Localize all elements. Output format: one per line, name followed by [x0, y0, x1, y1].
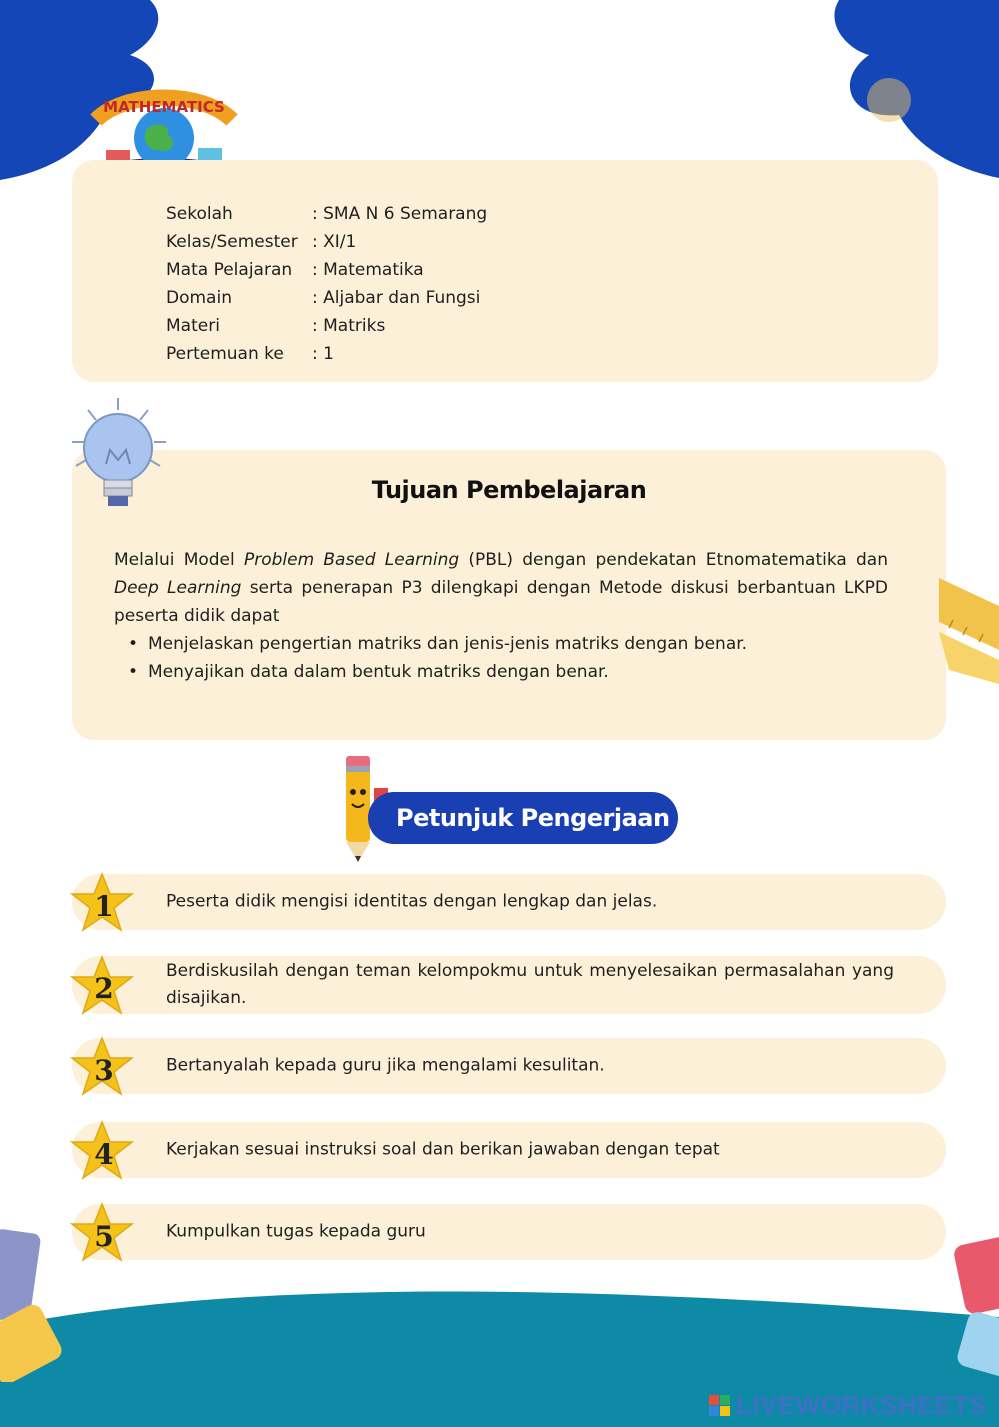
- liveworksheets-logo-icon: [709, 1395, 730, 1416]
- liveworksheets-brand: [709, 1390, 987, 1421]
- intro-part-italic: Problem Based Learning: [243, 550, 460, 570]
- identity-label: Kelas/Semester: [166, 232, 298, 252]
- identity-value: : XI/1: [312, 232, 357, 252]
- identity-value: : Matematika: [312, 260, 424, 280]
- step-number: 3: [94, 1053, 114, 1087]
- intro-part: serta penerapan P3 dilengkapi dengan Metode diskusi berbantuan LKPD peserta didik dapat: [114, 578, 889, 626]
- step-text: Peserta didik mengisi identitas dengan lengkap dan jelas.: [166, 891, 658, 912]
- instruction-step: [72, 956, 946, 1014]
- identity-row: [166, 200, 487, 228]
- instruction-step: [72, 874, 946, 930]
- learning-goals-text: [114, 546, 888, 686]
- identity-value: : Matriks: [312, 316, 386, 336]
- identity-label: Materi: [166, 316, 220, 336]
- step-text: Kerjakan sesuai instruksi soal dan berikan jawaban dengan tepat: [166, 1139, 720, 1160]
- learning-goals-intro: [114, 546, 888, 630]
- step-number: 5: [94, 1219, 114, 1253]
- identity-row: [166, 284, 487, 312]
- left-shapes-decoration: [0, 1222, 72, 1382]
- step-number: 4: [94, 1137, 114, 1171]
- identity-row: [166, 228, 487, 256]
- identity-label: Pertemuan ke: [166, 344, 284, 364]
- learning-goals-card: [72, 450, 946, 740]
- ruler-decoration: [939, 578, 999, 688]
- instruction-step: [72, 1122, 946, 1178]
- identity-row: [166, 256, 487, 284]
- identity-value: : Aljabar dan Fungsi: [312, 288, 481, 308]
- brand-text: LIVEWORKSHEETS: [735, 1390, 987, 1420]
- identity-card: [72, 160, 938, 382]
- step-number: 2: [94, 971, 114, 1005]
- identity-table: [166, 200, 487, 368]
- step-number: 1: [94, 889, 114, 923]
- top-right-blob: [829, 0, 999, 180]
- right-shapes-decoration: [949, 1230, 999, 1380]
- identity-row: [166, 312, 487, 340]
- identity-label: Sekolah: [166, 204, 233, 224]
- instructions-title: Petunjuk Pengerjaan: [396, 804, 670, 832]
- identity-value: : SMA N 6 Semarang: [312, 204, 488, 224]
- light-bulb-icon: [70, 396, 170, 518]
- intro-part-italic: Deep Learning: [114, 578, 242, 598]
- identity-label: Domain: [166, 288, 232, 308]
- identity-row: [166, 340, 487, 368]
- learning-goal-item: • Menjelaskan pengertian matriks dan jenis-jenis matriks dengan benar.: [114, 630, 888, 658]
- learning-goal-item: • Menyajikan data dalam bentuk matriks dengan benar.: [114, 658, 888, 686]
- step-text: Kumpulkan tugas kepada guru: [166, 1221, 426, 1242]
- intro-part: Melalui Model: [114, 550, 244, 570]
- instruction-step: [72, 1204, 946, 1260]
- instruction-step: [72, 1038, 946, 1094]
- identity-label: Mata Pelajaran: [166, 260, 293, 280]
- instructions-title-pill: [368, 792, 678, 844]
- learning-goals-title: Tujuan Pembelajaran: [371, 476, 647, 504]
- identity-value: : 1: [312, 344, 334, 364]
- intro-part: (PBL) dengan pendekatan Etnomatematika dan: [459, 550, 888, 570]
- logo-text: MATHEMATICS: [103, 98, 225, 116]
- learning-goals-list: [114, 630, 888, 686]
- step-text: Berdiskusilah dengan teman kelompokmu untuk menyelesaikan permasalahan yang disajikan.: [166, 961, 894, 1008]
- step-text: Bertanyalah kepada guru jika mengalami kesulitan.: [166, 1055, 605, 1076]
